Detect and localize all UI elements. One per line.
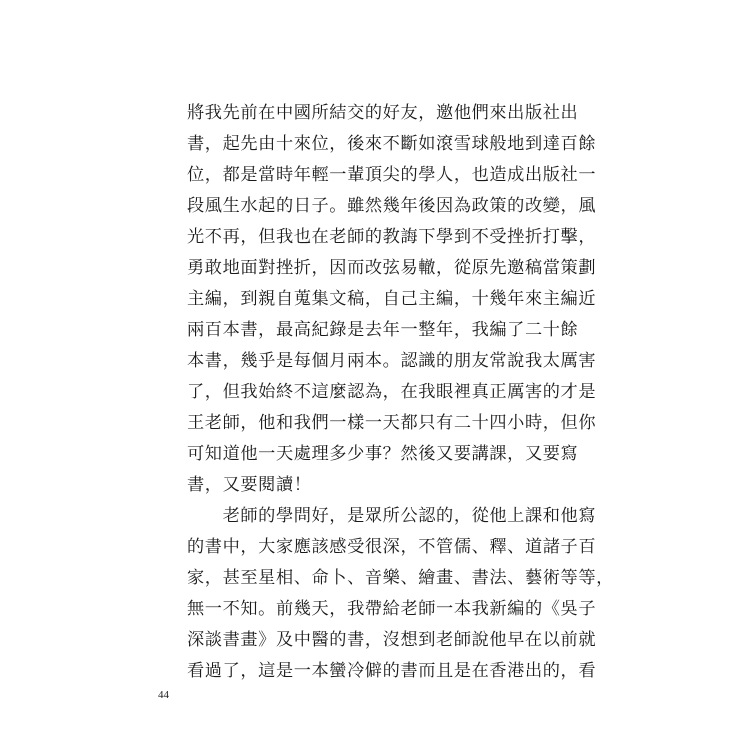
text-line: 勇敢地面對挫折，因而改弦易轍，從原先邀稿當策劃 [187,258,597,278]
text-line: 家，甚至星相、命卜、音樂、繪畫、書法、藝術等等， [187,568,614,588]
text-line: 主編，到親自蒐集文稿，自己主編，十幾年來主編近 [187,289,597,309]
text-line: 老師的學問好，是眾所公認的，從他上課和他寫 [187,506,597,526]
text-line: 看過了，這是一本蠻冷僻的書而且是在香港出的，看 [187,661,597,681]
text-line: 光不再，但我也在老師的教誨下學到不受挫折打擊， [187,227,597,247]
text-line: 王老師，他和我們一樣一天都只有二十四小時，但你 [187,413,597,433]
text-line: 段風生水起的日子。雖然幾年後因為政策的改變，風 [187,196,597,216]
text-line: 將我先前在中國所結交的好友，邀他們來出版社出 [187,103,579,123]
text-line: 書，起先由十來位，後來不斷如滾雪球般地到達百餘 [187,134,597,154]
text-line: 兩百本書，最高紀錄是去年一整年，我編了二十餘 [187,320,579,340]
text-line: 無一不知。前幾天，我帶給老師一本我新編的《吳子 [187,599,597,619]
text-line: 的書中，大家應該感受很深，不管儒、釋、道諸子百 [187,537,597,557]
text-line: 了，但我始終不這麼認為，在我眼裡真正厲害的才是 [187,382,597,402]
page-number: 44 [158,689,169,701]
text-line: 可知道他一天處理多少事？然後又要講課，又要寫 [187,444,579,464]
text-line: 深談書畫》及中醫的書，沒想到老師說他早在以前就 [187,630,597,650]
text-line: 本書，幾乎是每個月兩本。認識的朋友常說我太厲害 [187,351,597,371]
text-line: 書，又要閱讀！ [187,475,312,495]
text-line: 位，都是當時年輕一輩頂尖的學人，也造成出版社一 [187,165,597,185]
body-text [187,98,614,687]
